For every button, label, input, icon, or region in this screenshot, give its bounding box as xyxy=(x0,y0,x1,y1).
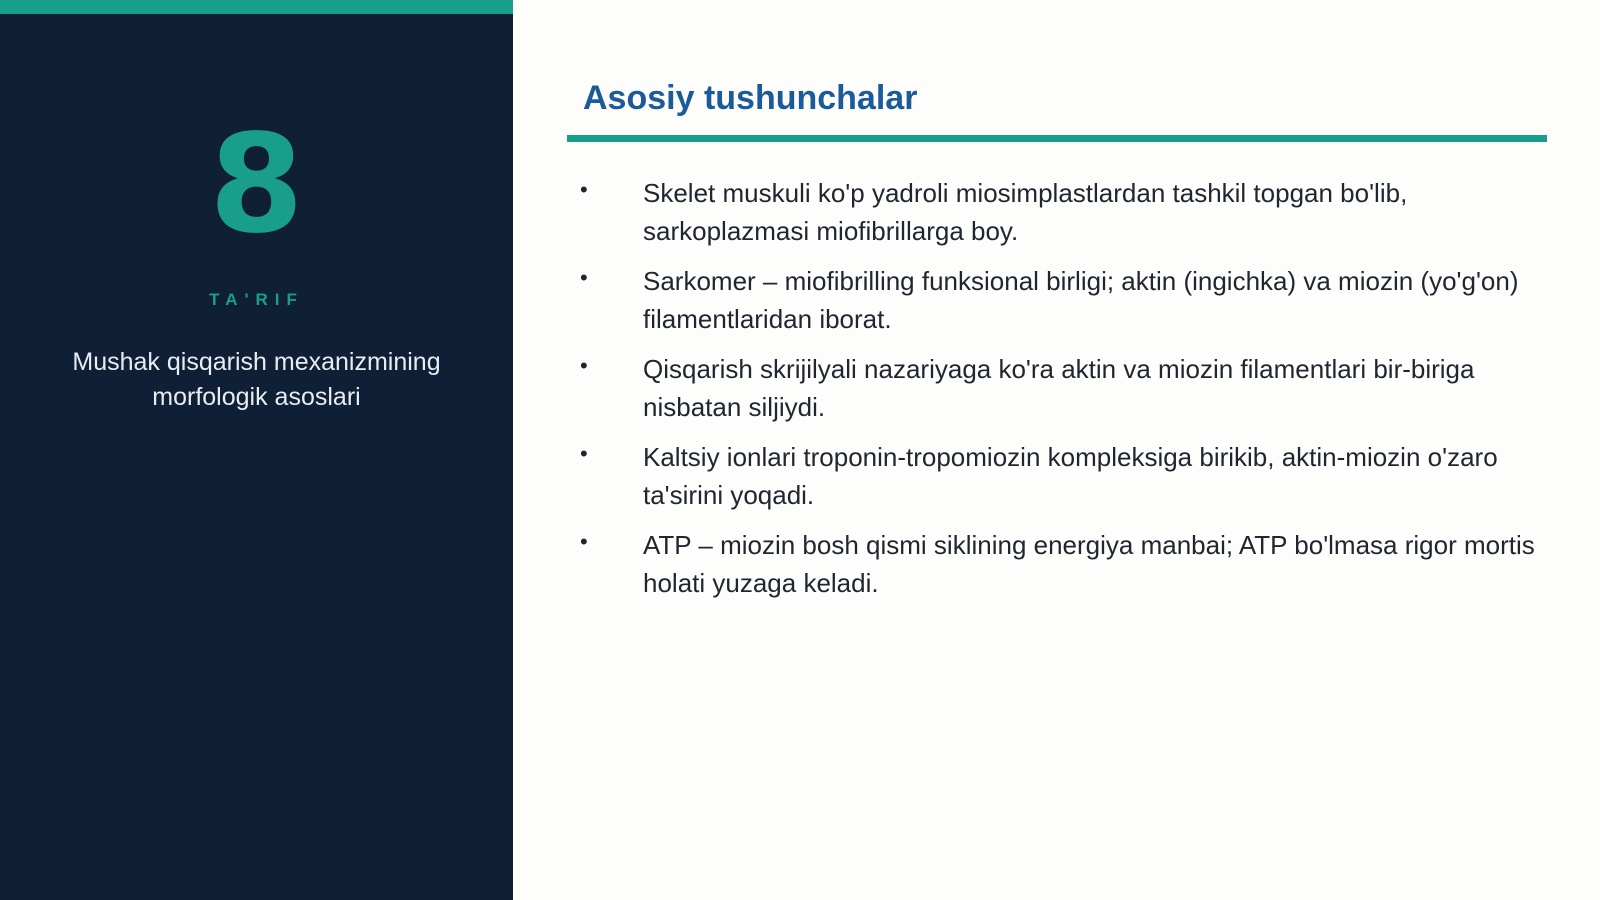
title-underline xyxy=(567,135,1547,142)
bullet-text: Sarkomer – miofibrilling funksional birligi; aktin (ingichka) va miozin (yo'g'on) filamentlaridan iborat. xyxy=(643,266,1519,334)
bullet-text: Skelet muskuli ko'p yadroli miosimplastlardan tashkil topgan bo'lib, sarkoplazmasi miofibrillarga boy. xyxy=(643,178,1408,246)
bullet-dot-icon: • xyxy=(580,529,588,554)
sidebar-panel xyxy=(0,0,513,900)
bullet-text: Qisqarish skrijilyali nazariyaga ko'ra aktin va miozin filamentlari bir-biriga nisbatan siljiydi. xyxy=(643,354,1475,422)
bullet-item xyxy=(580,439,1540,514)
section-label: TA'RIF xyxy=(209,290,304,309)
bullet-dot-icon: • xyxy=(580,265,588,290)
slide-number: 8 xyxy=(209,106,304,264)
bullet-list xyxy=(580,175,1540,615)
sidebar-accent-bar xyxy=(0,0,513,14)
bullet-item xyxy=(580,527,1540,602)
topic-title: Mushak qisqarish mexanizmining morfologik asoslari xyxy=(72,348,441,411)
page-title: Asosiy tushunchalar xyxy=(583,79,918,117)
bullet-dot-icon: • xyxy=(580,177,588,202)
bullet-item xyxy=(580,263,1540,338)
bullet-dot-icon: • xyxy=(580,441,588,466)
bullet-item xyxy=(580,351,1540,426)
bullet-dot-icon: • xyxy=(580,353,588,378)
bullet-text: Kaltsiy ionlari troponin-tropomiozin kompleksiga birikib, aktin-miozin o'zaro ta'sirini yoqadi. xyxy=(643,442,1498,510)
bullet-text: ATP – miozin bosh qismi siklining energiya manbai; ATP bo'lmasa rigor mortis holati yuzaga keladi. xyxy=(643,530,1535,598)
bullet-item xyxy=(580,175,1540,250)
